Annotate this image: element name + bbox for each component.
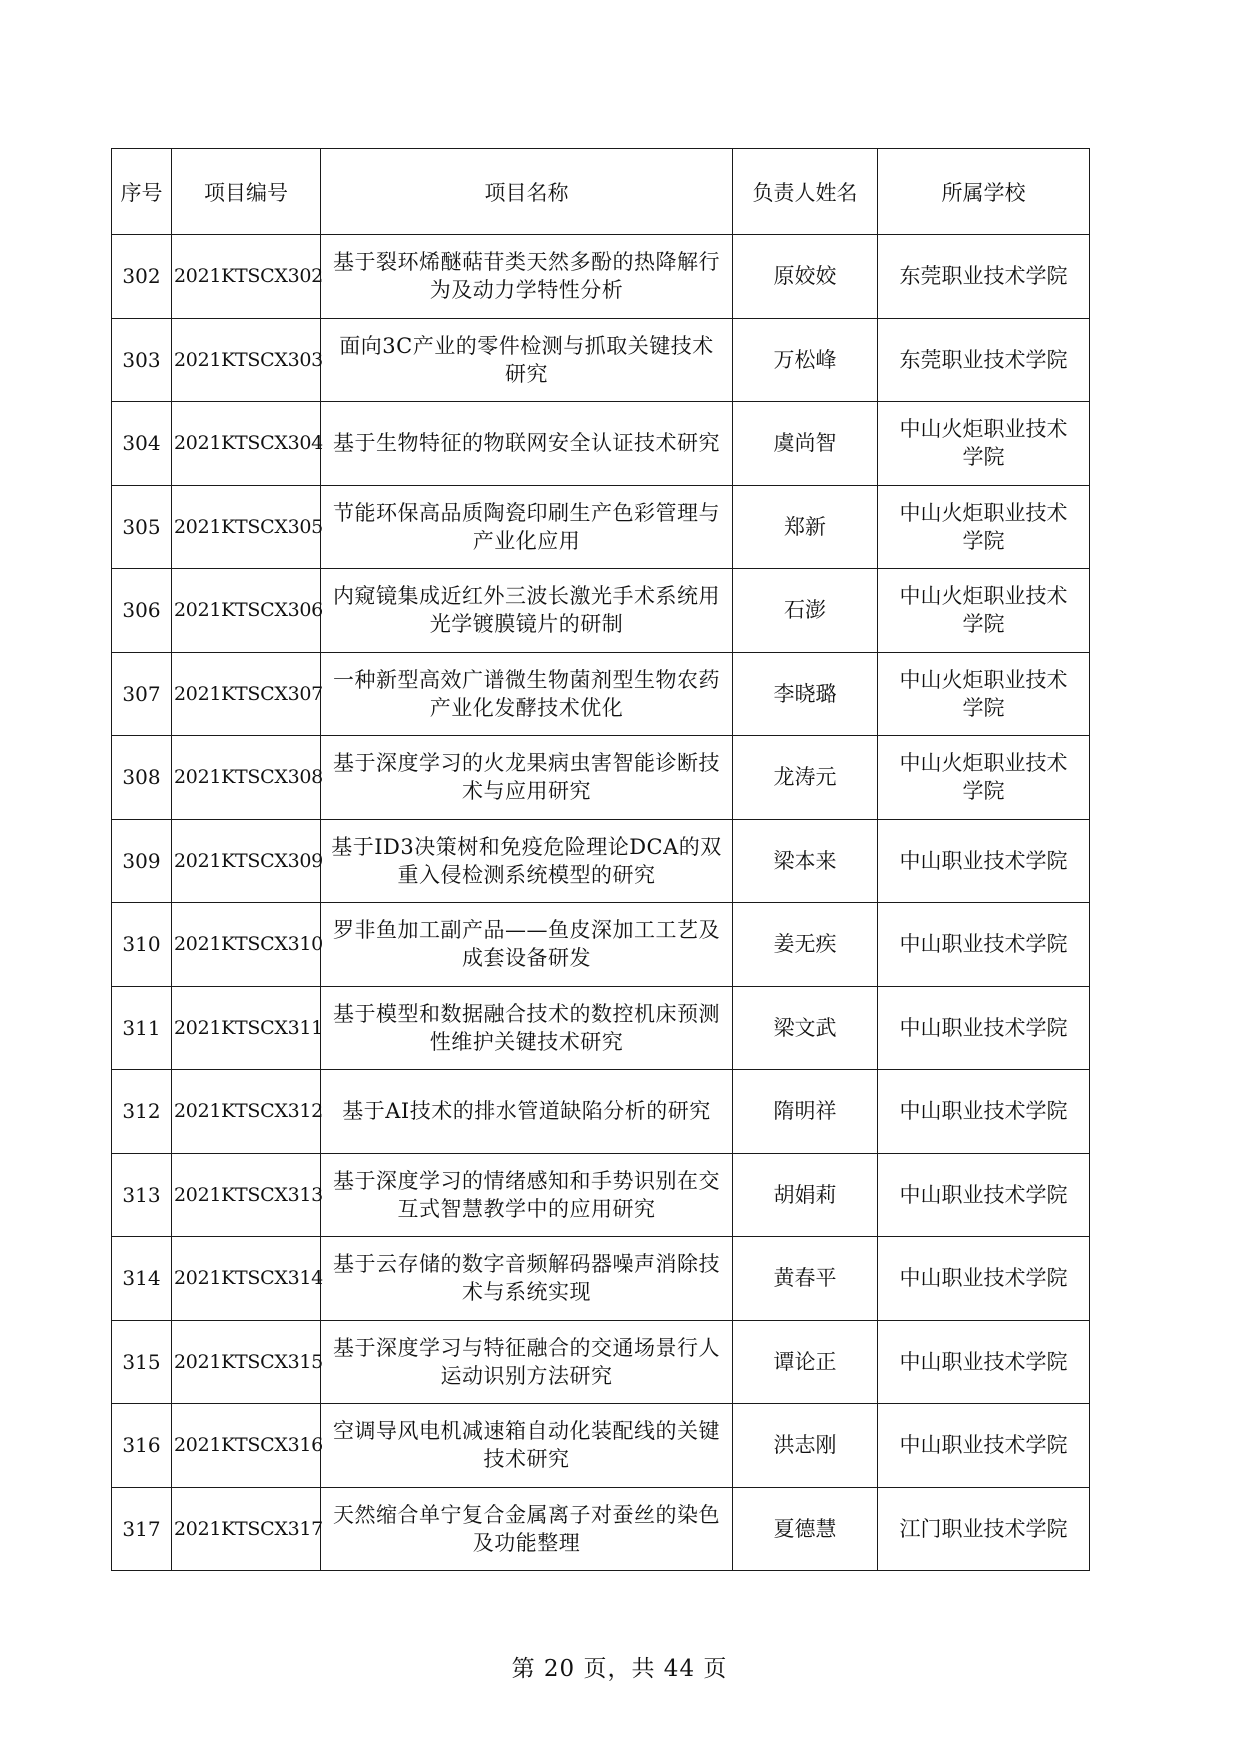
cell-no: 306 — [112, 569, 172, 653]
cell-leader-name: 虞尚智 — [733, 402, 878, 486]
cell-project-name: 基于深度学习的火龙果病虫害智能诊断技术与应用研究 — [321, 736, 733, 820]
cell-school: 中山职业技术学院 — [878, 986, 1090, 1070]
cell-no: 304 — [112, 402, 172, 486]
cell-leader-name: 郑新 — [733, 485, 878, 569]
table-row — [112, 903, 1090, 987]
cell-project-code: 2021KTSCX313 — [172, 1153, 321, 1237]
cell-project-code: 2021KTSCX304 — [172, 402, 321, 486]
cell-leader-name: 胡娟莉 — [733, 1153, 878, 1237]
table-row — [112, 1487, 1090, 1571]
cell-school: 中山职业技术学院 — [878, 1070, 1090, 1154]
cell-project-name: 罗非鱼加工副产品——鱼皮深加工工艺及成套设备研发 — [321, 903, 733, 987]
cell-leader-name: 梁文武 — [733, 986, 878, 1070]
cell-project-code: 2021KTSCX306 — [172, 569, 321, 653]
cell-school: 江门职业技术学院 — [878, 1487, 1090, 1571]
cell-project-code: 2021KTSCX315 — [172, 1320, 321, 1404]
cell-project-name: 天然缩合单宁复合金属离子对蚕丝的染色及功能整理 — [321, 1487, 733, 1571]
cell-no: 317 — [112, 1487, 172, 1571]
header-school: 所属学校 — [878, 149, 1090, 235]
cell-project-name: 基于模型和数据融合技术的数控机床预测性维护关键技术研究 — [321, 986, 733, 1070]
cell-leader-name: 原姣姣 — [733, 235, 878, 319]
cell-no: 302 — [112, 235, 172, 319]
cell-school: 中山火炬职业技术学院 — [878, 569, 1090, 653]
cell-project-name: 内窥镜集成近红外三波长激光手术系统用光学镀膜镜片的研制 — [321, 569, 733, 653]
cell-leader-name: 谭论正 — [733, 1320, 878, 1404]
cell-project-code: 2021KTSCX316 — [172, 1404, 321, 1488]
project-table — [111, 148, 1090, 1571]
page-number: 第 20 页，共 44 页 — [511, 1656, 728, 1682]
cell-leader-name: 夏德慧 — [733, 1487, 878, 1571]
table-row — [112, 986, 1090, 1070]
cell-no: 303 — [112, 318, 172, 402]
header-name: 项目名称 — [321, 149, 733, 235]
cell-project-code: 2021KTSCX310 — [172, 903, 321, 987]
cell-school: 东莞职业技术学院 — [878, 318, 1090, 402]
cell-project-code: 2021KTSCX312 — [172, 1070, 321, 1154]
header-code: 项目编号 — [172, 149, 321, 235]
table-row — [112, 1404, 1090, 1488]
cell-project-name: 空调导风电机减速箱自动化装配线的关键技术研究 — [321, 1404, 733, 1488]
cell-no: 307 — [112, 652, 172, 736]
header-leader: 负责人姓名 — [733, 149, 878, 235]
table-row — [112, 569, 1090, 653]
cell-project-code: 2021KTSCX303 — [172, 318, 321, 402]
cell-project-name: 基于深度学习的情绪感知和手势识别在交互式智慧教学中的应用研究 — [321, 1153, 733, 1237]
cell-project-name: 节能环保高品质陶瓷印刷生产色彩管理与产业化应用 — [321, 485, 733, 569]
table-row — [112, 1070, 1090, 1154]
cell-no: 316 — [112, 1404, 172, 1488]
table-row — [112, 1237, 1090, 1321]
cell-school: 中山职业技术学院 — [878, 1404, 1090, 1488]
cell-school: 中山职业技术学院 — [878, 819, 1090, 903]
cell-school: 中山火炬职业技术学院 — [878, 736, 1090, 820]
cell-project-name: 基于ID3决策树和免疫危险理论DCA的双重入侵检测系统模型的研究 — [321, 819, 733, 903]
cell-leader-name: 李晓璐 — [733, 652, 878, 736]
cell-school: 中山火炬职业技术学院 — [878, 402, 1090, 486]
cell-project-name: 基于裂环烯醚萜苷类天然多酚的热降解行为及动力学特性分析 — [321, 235, 733, 319]
cell-school: 中山火炬职业技术学院 — [878, 485, 1090, 569]
cell-school: 中山职业技术学院 — [878, 903, 1090, 987]
table-row — [112, 819, 1090, 903]
table-body — [112, 235, 1090, 1571]
cell-school: 中山职业技术学院 — [878, 1153, 1090, 1237]
cell-no: 311 — [112, 986, 172, 1070]
table-row — [112, 736, 1090, 820]
cell-project-code: 2021KTSCX307 — [172, 652, 321, 736]
cell-school: 中山职业技术学院 — [878, 1320, 1090, 1404]
table-row — [112, 1153, 1090, 1237]
cell-school: 中山职业技术学院 — [878, 1237, 1090, 1321]
cell-school: 中山火炬职业技术学院 — [878, 652, 1090, 736]
cell-leader-name: 万松峰 — [733, 318, 878, 402]
cell-no: 309 — [112, 819, 172, 903]
cell-project-name: 面向3C产业的零件检测与抓取关键技术研究 — [321, 318, 733, 402]
cell-project-code: 2021KTSCX302 — [172, 235, 321, 319]
table-row — [112, 485, 1090, 569]
cell-no: 310 — [112, 903, 172, 987]
cell-no: 312 — [112, 1070, 172, 1154]
cell-project-name: 基于深度学习与特征融合的交通场景行人运动识别方法研究 — [321, 1320, 733, 1404]
cell-leader-name: 隋明祥 — [733, 1070, 878, 1154]
table-row — [112, 318, 1090, 402]
cell-leader-name: 黄春平 — [733, 1237, 878, 1321]
table-row — [112, 235, 1090, 319]
cell-no: 305 — [112, 485, 172, 569]
cell-project-code: 2021KTSCX308 — [172, 736, 321, 820]
cell-project-code: 2021KTSCX305 — [172, 485, 321, 569]
cell-project-code: 2021KTSCX309 — [172, 819, 321, 903]
cell-leader-name: 石澎 — [733, 569, 878, 653]
cell-project-name: 基于AI技术的排水管道缺陷分析的研究 — [321, 1070, 733, 1154]
cell-no: 308 — [112, 736, 172, 820]
cell-leader-name: 龙涛元 — [733, 736, 878, 820]
cell-no: 314 — [112, 1237, 172, 1321]
cell-project-code: 2021KTSCX317 — [172, 1487, 321, 1571]
table-row — [112, 1320, 1090, 1404]
cell-no: 313 — [112, 1153, 172, 1237]
cell-project-name: 一种新型高效广谱微生物菌剂型生物农药产业化发酵技术优化 — [321, 652, 733, 736]
cell-project-name: 基于生物特征的物联网安全认证技术研究 — [321, 402, 733, 486]
table-row — [112, 402, 1090, 486]
cell-project-name: 基于云存储的数字音频解码器噪声消除技术与系统实现 — [321, 1237, 733, 1321]
cell-leader-name: 梁本来 — [733, 819, 878, 903]
cell-leader-name: 姜无疾 — [733, 903, 878, 987]
cell-no: 315 — [112, 1320, 172, 1404]
cell-project-code: 2021KTSCX314 — [172, 1237, 321, 1321]
header-no: 序号 — [112, 149, 172, 235]
table-row — [112, 652, 1090, 736]
cell-project-code: 2021KTSCX311 — [172, 986, 321, 1070]
cell-school: 东莞职业技术学院 — [878, 235, 1090, 319]
table-header-row — [112, 149, 1090, 235]
cell-leader-name: 洪志刚 — [733, 1404, 878, 1488]
